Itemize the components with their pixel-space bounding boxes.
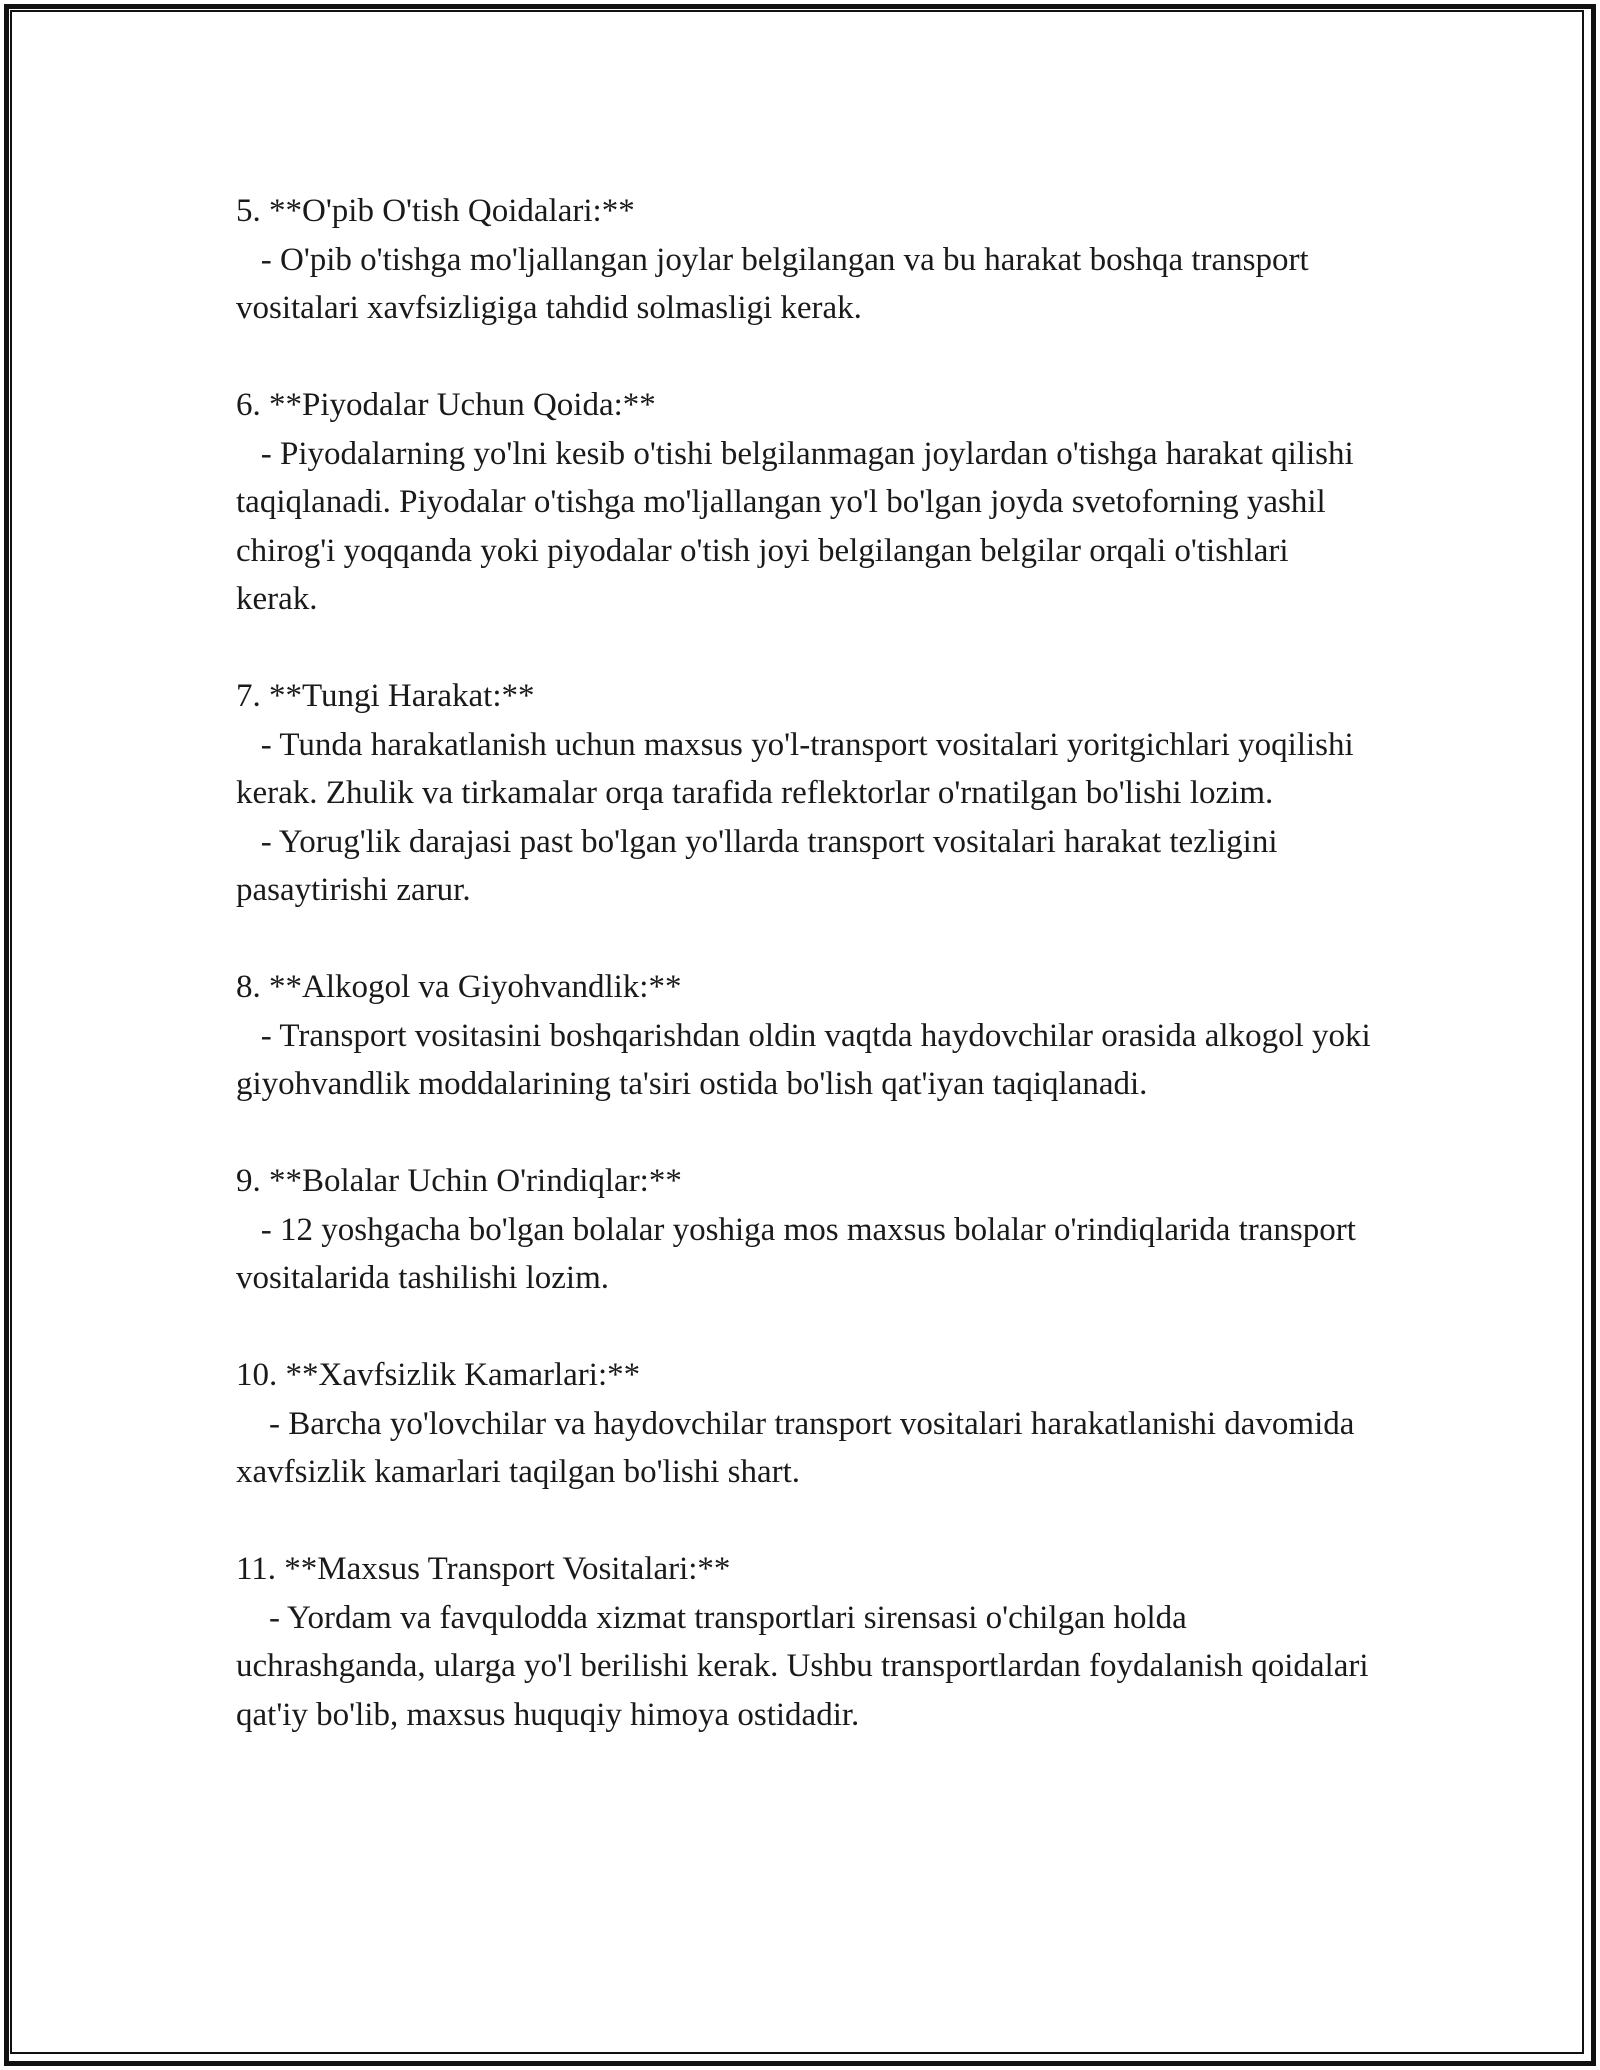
section-8 — [236, 963, 1379, 1109]
section-heading: 5. **O'pib O'tish Qoidalari:** — [236, 193, 635, 229]
section-bullet: - Yordam va favqulodda xizmat transportlari sirensasi o'chilgan holda uchrashganda, ularga yo'l berilishi kerak. Ushbu transportlardan foydalanish qoidalari qat'iy bo'lib, maxsus huquqiy himoya ostidadir. — [236, 1599, 1377, 1733]
section-9 — [236, 1157, 1376, 1303]
section-7 — [236, 672, 1376, 915]
section-heading: 11. **Maxsus Transport Vositalari:** — [236, 1551, 731, 1587]
document-body — [236, 187, 1379, 1788]
section-6 — [236, 381, 1376, 624]
section-heading: 7. **Tungi Harakat:** — [236, 678, 535, 714]
section-bullet: - Barcha yo'lovchilar va haydovchilar transport vositalari harakatlanishi davomida xavfsizlik kamarlari taqilgan bo'lishi shart. — [236, 1405, 1363, 1490]
section-bullet: - Tunda harakatlanish uchun maxsus yo'l-transport vositalari yoritgichlari yoqilishi kerak. Zhulik va tirkamalar orqa tarafida reflektorlar o'rnatilgan bo'lishi lozim. — [236, 726, 1362, 811]
section-bullet: - 12 yoshgacha bo'lgan bolalar yoshiga mos maxsus bolalar o'rindiqlarida transport vositalarida tashilishi lozim. — [236, 1211, 1365, 1296]
section-bullet: - O'pib o'tishga mo'ljallangan joylar belgilangan va bu harakat boshqa transport vositalari xavfsizligiga tahdid solmasligi kerak. — [236, 241, 1317, 326]
section-heading: 6. **Piyodalar Uchun Qoida:** — [236, 387, 656, 423]
section-10 — [236, 1351, 1376, 1497]
section-heading: 8. **Alkogol va Giyohvandlik:** — [236, 969, 682, 1005]
section-bullet: - Piyodalarning yo'lni kesib o'tishi belgilanmagan joylardan o'tishga harakat qilishi taqiqlanadi. Piyodalar o'tishga mo'ljallangan yo'l bo'lgan joyda svetoforning yashil chirog'i yoqqanda yoki piyodalar o'tish joyi belgilangan belgilar orqali o'tishlari kerak. — [236, 435, 1362, 617]
section-11 — [236, 1545, 1376, 1739]
section-heading: 9. **Bolalar Uchin O'rindiqlar:** — [236, 1163, 682, 1199]
section-heading: 10. **Xavfsizlik Kamarlari:** — [236, 1357, 641, 1393]
section-bullet: - Transport vositasini boshqarishdan oldin vaqtda haydovchilar orasida alkogol yoki giyohvandlik moddalarining ta'siri ostida bo'lish qat'iyan taqiqlanadi. — [236, 1017, 1379, 1102]
section-bullet: - Yorug'lik darajasi past bo'lgan yo'llarda transport vositalari harakat tezligini pasaytirishi zarur. — [236, 823, 1286, 908]
section-5 — [236, 187, 1376, 333]
